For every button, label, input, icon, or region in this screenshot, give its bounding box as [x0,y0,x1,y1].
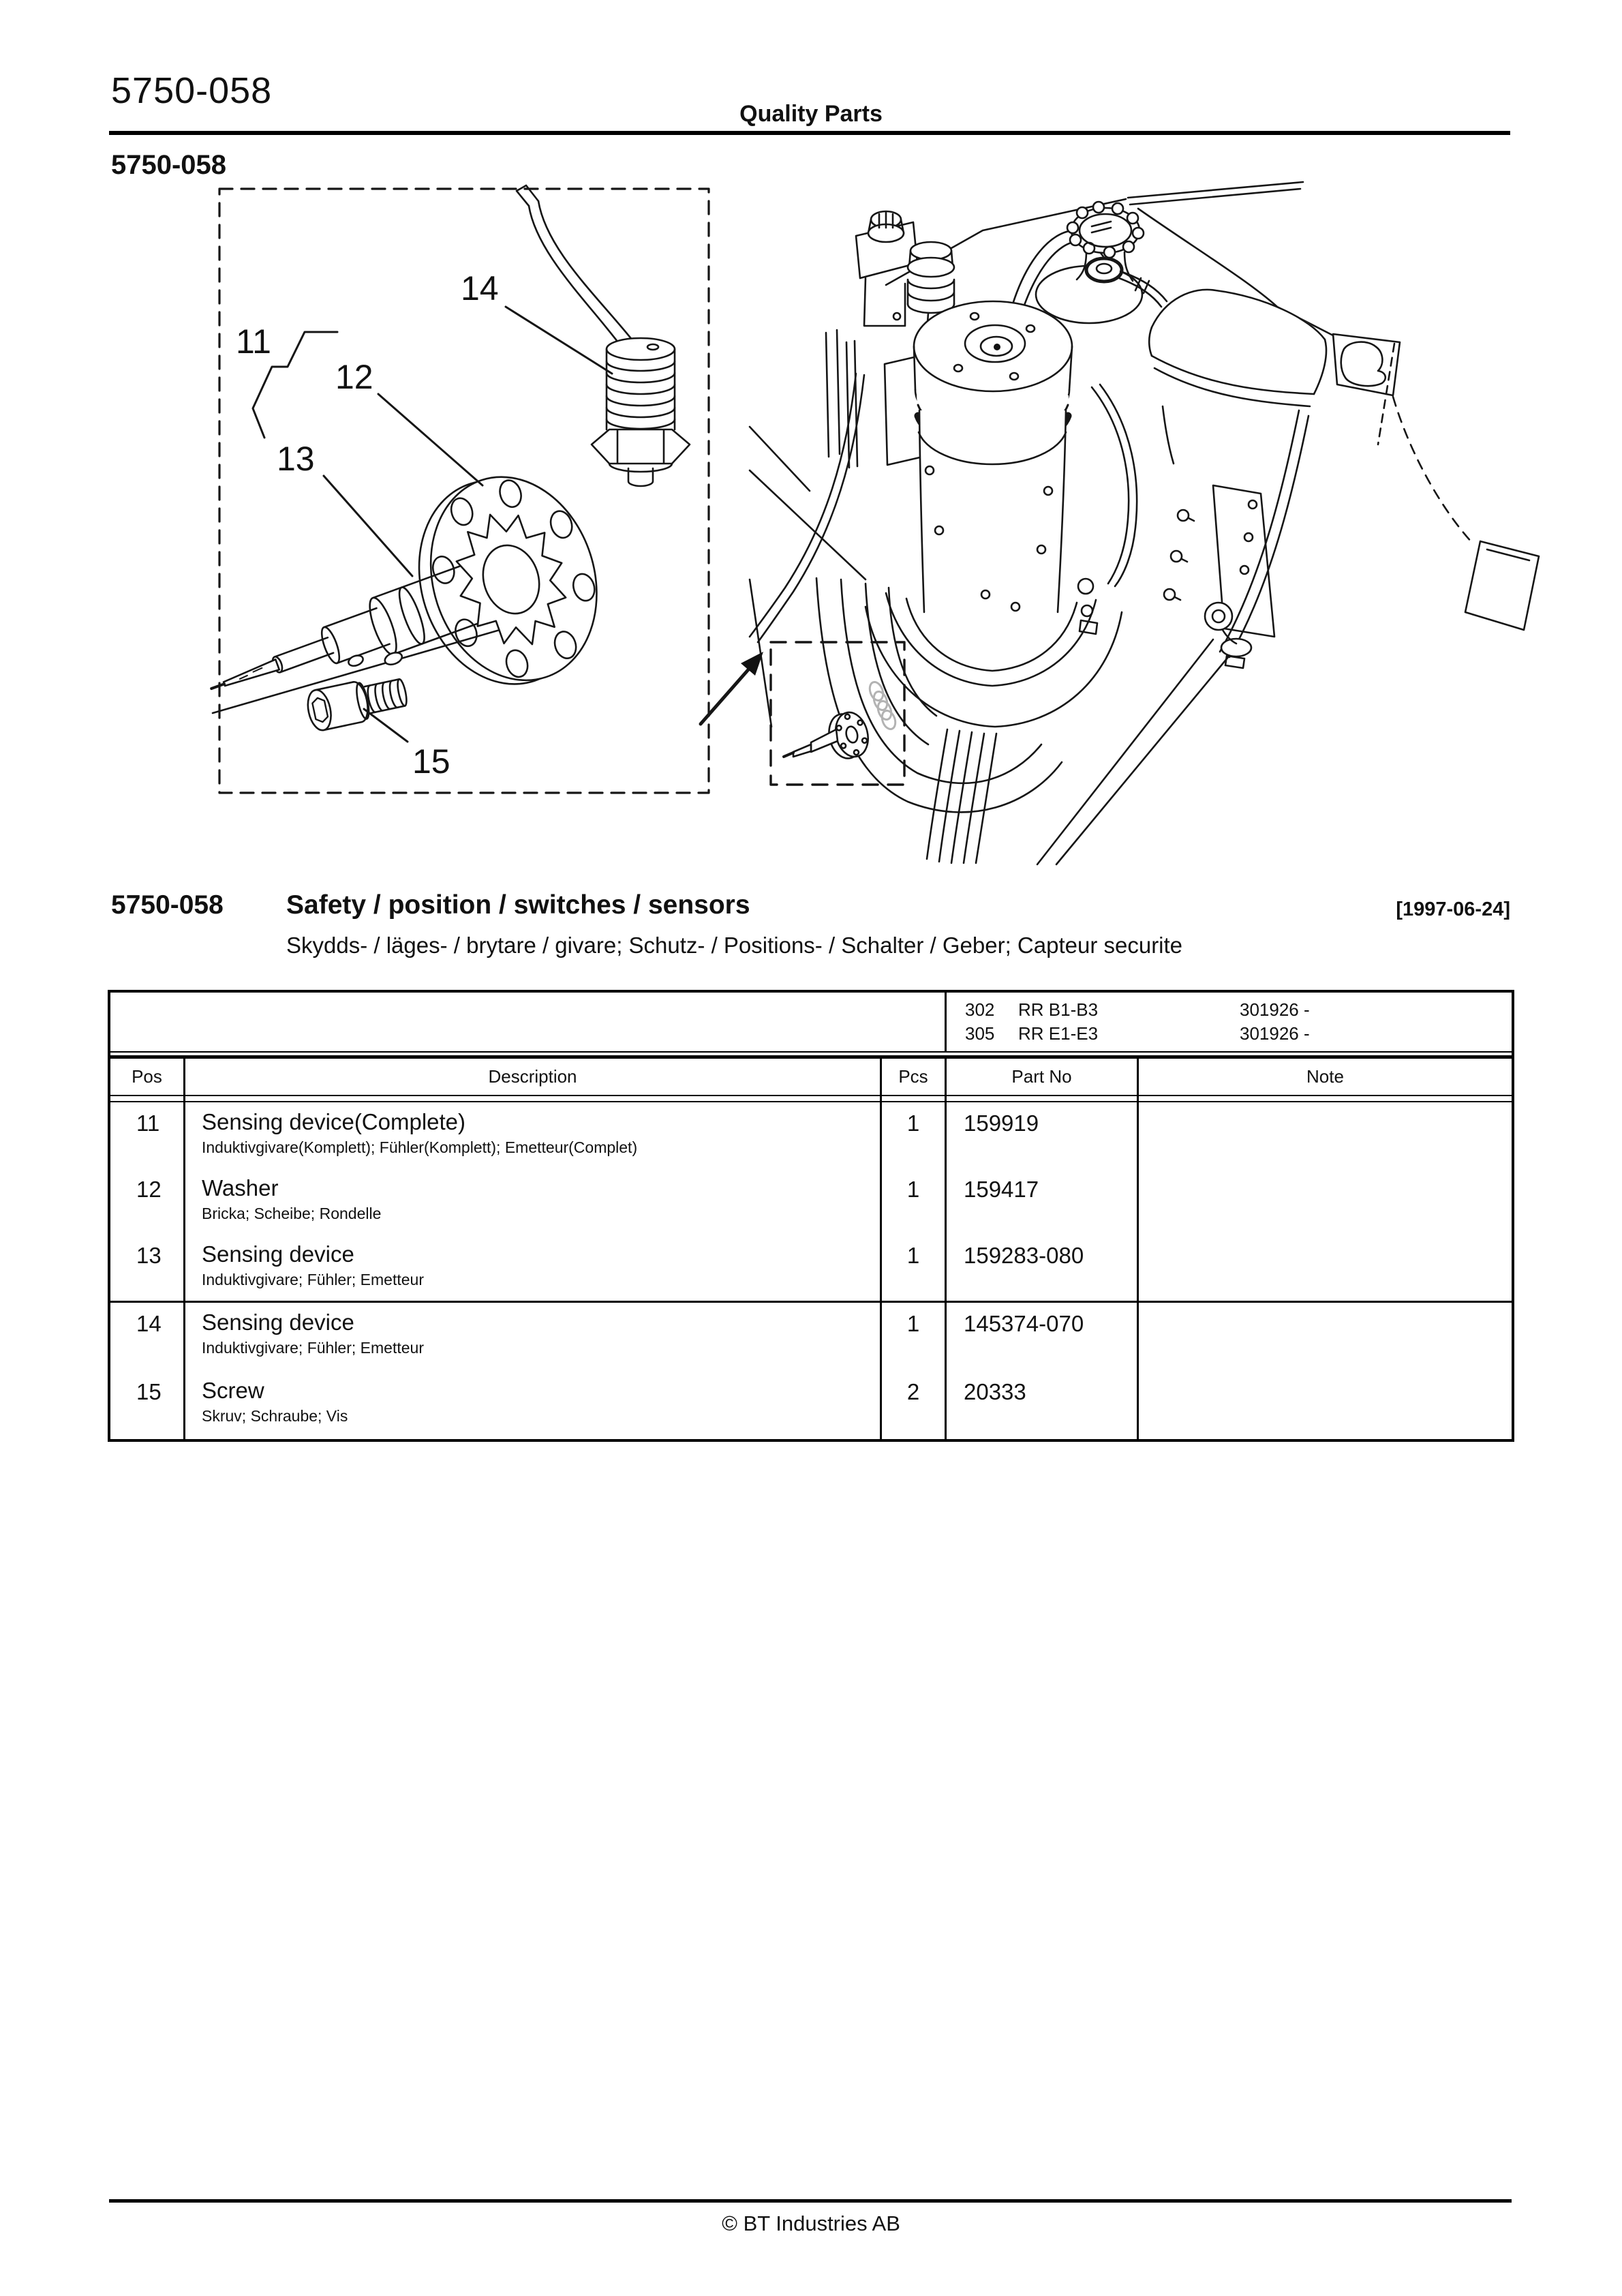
filler-cap [1067,202,1144,258]
cell-pcs: 1 [882,1303,947,1371]
callout-14: 14 [461,269,499,307]
callout-15: 15 [412,742,450,781]
cell-note [1139,1168,1512,1235]
callout-12: 12 [335,358,373,396]
model-line [965,1022,1512,1046]
model-serial: 301926 - [1240,999,1310,1020]
cell-pos: 13 [110,1235,185,1301]
page-title: Quality Parts [739,101,883,127]
exploded-view-figure [102,170,1547,866]
cell-part-no: 20333 [947,1371,1139,1439]
model-line [965,998,1512,1022]
figure-heading: 5750-058 [111,150,227,180]
description-main: Screw [202,1378,264,1403]
description-alt: Skruv; Schraube; Vis [202,1407,348,1425]
table-row [110,1235,1512,1301]
model-serial: 301926 - [1240,1023,1310,1044]
models-empty-cell [110,993,947,1051]
double-rule-gap [110,1096,1512,1102]
cell-description [185,1303,882,1371]
table-row [110,1303,1512,1371]
cell-pcs: 1 [882,1235,947,1301]
col-header-note: Note [1306,1066,1344,1087]
model-code: 305 [965,1023,995,1044]
description-alt: Induktivgivare(Komplett); Fühler(Komplett); Emetteur(Complet) [202,1138,638,1156]
model-variant: RR E1-E3 [1018,1023,1099,1044]
row-group-2 [110,1303,1512,1439]
section-title: Safety / position / switches / sensors [286,890,750,920]
cell-pos: 12 [110,1168,185,1235]
description-main: Sensing device [202,1241,354,1267]
cell-note [1139,1371,1512,1439]
cell-pos: 14 [110,1303,185,1371]
description-alt: Induktivgivare; Fühler; Emetteur [202,1339,424,1357]
table-row [110,1168,1512,1235]
callout-13: 13 [277,440,315,478]
cell-pcs: 1 [882,1102,947,1168]
parts-table [108,990,1514,1442]
section-number: 5750-058 [111,890,224,920]
cell-pos: 11 [110,1102,185,1168]
cell-description [185,1102,882,1168]
cell-note [1139,1102,1512,1168]
cell-part-no: 145374-070 [947,1303,1139,1371]
screw-15-drawing [305,671,410,732]
cell-note [1139,1303,1512,1371]
col-header-description: Description [185,1059,882,1095]
table-header-row [110,1055,1512,1096]
footer-copyright: © BT Industries AB [722,2211,900,2235]
description-alt: Bricka; Scheibe; Rondelle [202,1205,382,1222]
cell-part-no: 159919 [947,1102,1139,1168]
cell-pos: 15 [110,1371,185,1439]
cell-pcs: 2 [882,1371,947,1439]
sensor-14-drawing [517,185,690,486]
machine-drawing [750,182,1539,864]
models-row [110,993,1512,1053]
models-cell [947,993,1512,1051]
cell-part-no: 159283-080 [947,1235,1139,1301]
col-header-pos: Pos [110,1059,185,1095]
cell-description [185,1235,882,1301]
cell-description [185,1168,882,1235]
table-row [110,1102,1512,1168]
cell-description [185,1371,882,1439]
col-header-part-no: Part No [947,1059,1139,1095]
locator-box [771,642,904,785]
callout-11: 11 [236,322,271,361]
model-variant: RR B1-B3 [1018,999,1099,1020]
locator-arrow [701,652,763,724]
row-group-1 [110,1102,1512,1303]
mini-sensor-drawing [784,709,872,762]
doc-number-header: 5750-058 [111,70,273,111]
footer-rule [109,2199,1512,2203]
description-main: Sensing device [202,1310,354,1335]
section-subtitle: Skydds- / läges- / brytare / givare; Schutz- / Positions- / Schalter / Geber; Capteur securite [286,933,1183,958]
table-row [110,1371,1512,1439]
model-code: 302 [965,999,995,1020]
col-header-pcs: Pcs [882,1059,947,1095]
header-rule [109,131,1510,135]
cell-pcs: 1 [882,1168,947,1235]
description-alt: Induktivgivare; Fühler; Emetteur [202,1271,424,1288]
section-date: [1997-06-24] [1396,898,1510,920]
description-main: Sensing device(Complete) [202,1109,466,1134]
cell-note [1139,1235,1512,1301]
description-main: Washer [202,1175,279,1200]
cell-part-no: 159417 [947,1168,1139,1235]
